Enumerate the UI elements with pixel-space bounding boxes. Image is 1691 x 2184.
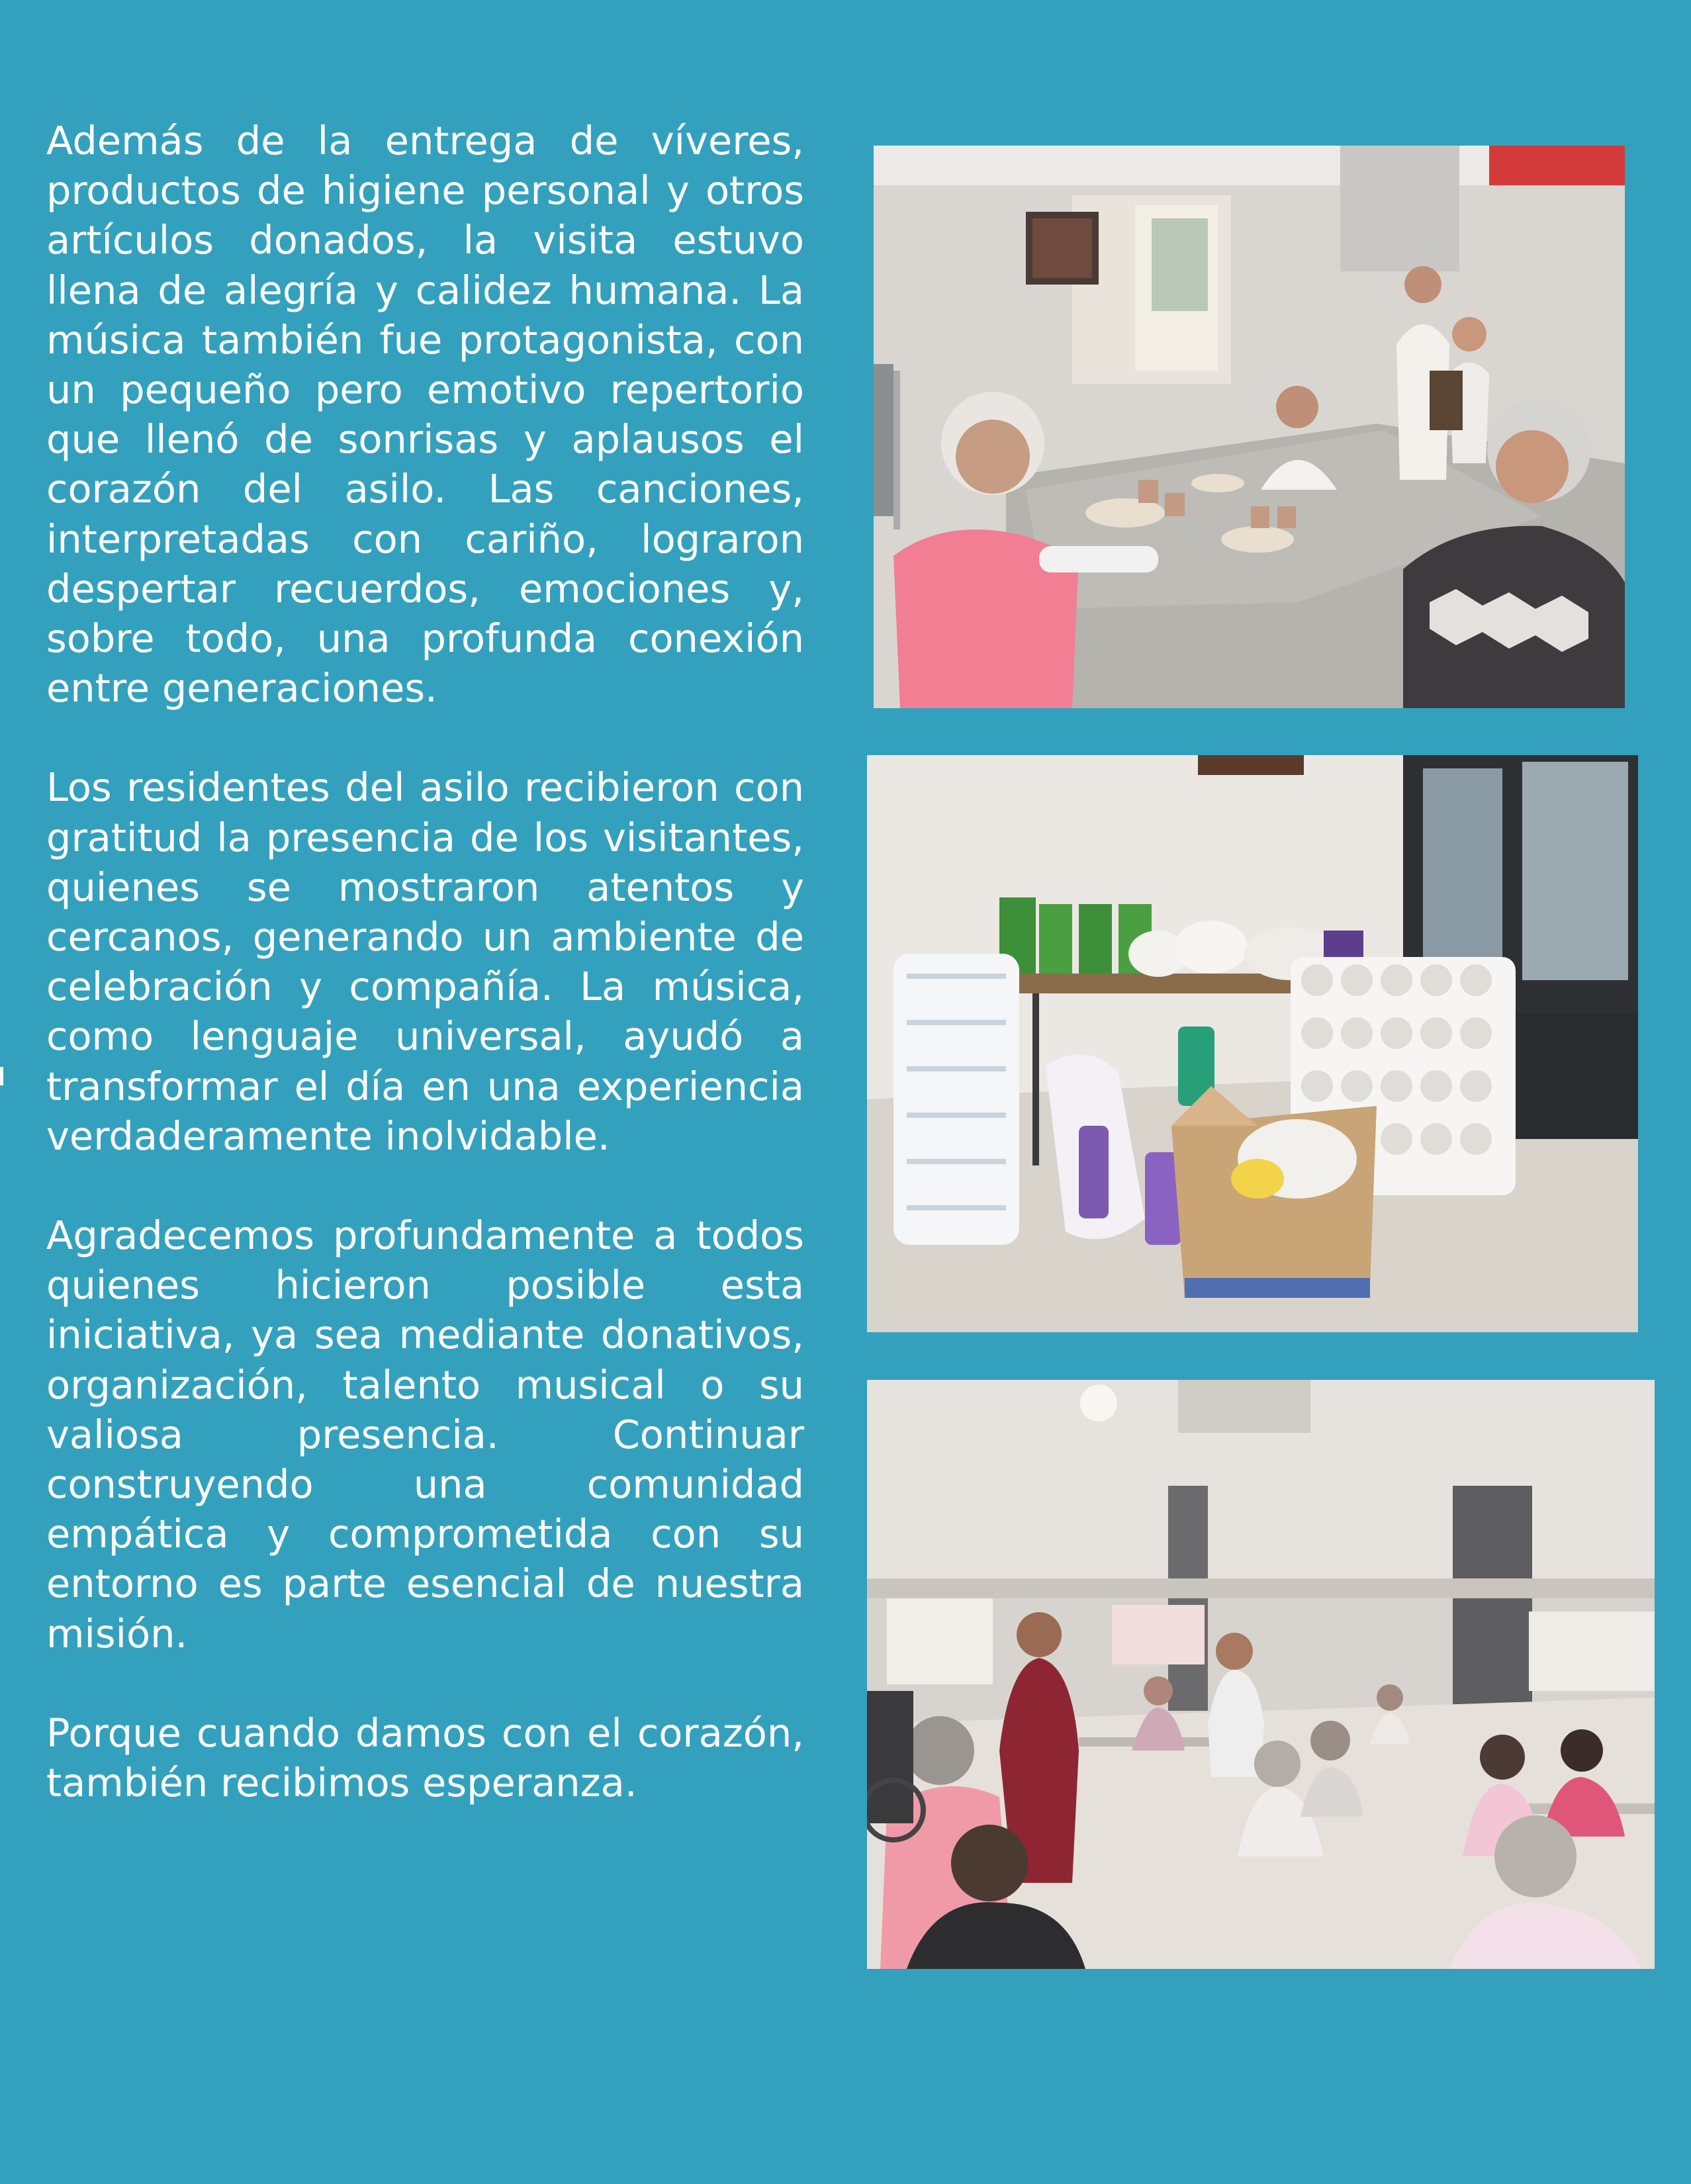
paragraph-gratitude: Agradecemos profundamente a todos quienes hicieron posible esta iniciativa, ya sea mediante donativos, organización, talento musical o su valiosa presencia. Continuar construyendo una comunidad empática y comprometida con su entorno es parte esencial de nuestra misión. <box>46 1212 804 1657</box>
edge-mark <box>0 1067 3 1085</box>
paragraph-closing: Porque cuando damos con el corazón, también recibimos esperanza. <box>46 1709 804 1806</box>
article-text <box>46 116 804 1807</box>
paragraph-intro: Además de la entrega de víveres, productos de higiene personal y otros artículos donados, la visita estuvo llena de alegría y calidez humana. La música también fue protagonista, con un pequeño pero emotivo repertorio que llenó de sonrisas y aplausos el corazón del asilo. Las canciones, interpretadas con cariño, lograron despertar recuerdos, emociones y, sobre todo, una profunda conexión entre generaciones. <box>46 118 804 711</box>
photo-donated-supplies <box>867 755 1638 1332</box>
paragraph-residents: Los residentes del asilo recibieron con gratitud la presencia de los visitantes, quienes se mostraron atentos y cercanos, generando un ambiente de celebración y compañía. La música, como lenguaje universal, ayudó a transformar el día en una experiencia verdaderamente inolvidable. <box>46 764 804 1159</box>
photo-dining-hall-gathering <box>867 1380 1655 1969</box>
photo-residents-at-dining-table <box>874 146 1625 708</box>
